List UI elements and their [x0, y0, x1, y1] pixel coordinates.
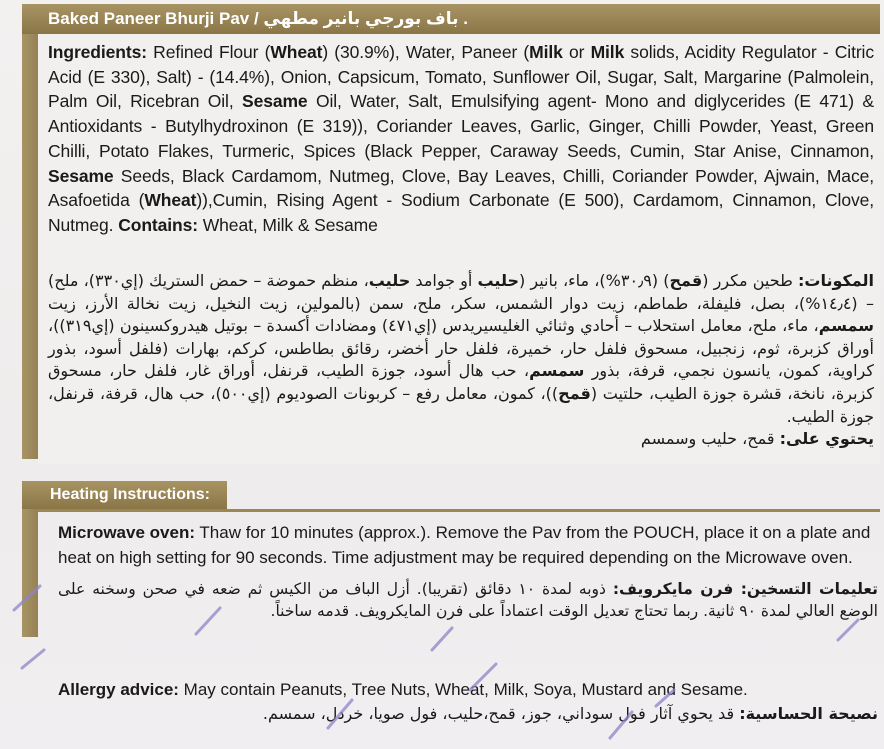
- heating-ar-label: تعليمات التسخين: فرن مايكرويف:: [612, 580, 879, 598]
- bold-allergen-text: Milk: [529, 42, 563, 62]
- heating-side-strip: [22, 509, 38, 637]
- ingredient-text: Oil, Water, Salt, Emulsifying agent- Mono and diglycerides (E 471) & Antioxidants - Butylhydroxinon (E 319)), Coriander Leaves, Garlic, Ginger, Chilli Powder, Yeast, Green Chilli, Potato Flakes, Turmeric, Spices (Black Pepper, Caraway Seeds, Cumin, Star Anise, Cinnamon,: [48, 91, 874, 161]
- allergy-ar-label: نصيحة الحساسية:: [739, 704, 878, 723]
- bold-allergen-text: Wheat: [144, 190, 197, 211]
- microwave-text: Thaw for 10 minutes (approx.). Remove the Pav from the POUCH, place it on a plate and heat on high setting for 90 seconds. Time adjustment may be required depending on the Microwave oven.: [58, 523, 871, 567]
- ingredient-text: أو جوامد: [410, 271, 478, 290]
- heating-ar-text: ذوبه لمدة ١٠ دقائق (تقريبا). أزل الباف من الكيس ثم ضعه في صحن وسخنه على الوضع العالي لمدة ٩٠ ثانية. ربما تحتاج تعديل الوقت اعتماداً على فرن المايكرويف. قدمه ساخناً.: [58, 580, 878, 620]
- ingredient-text: ) (٣٠٫٩%)، ماء، بانير (: [519, 271, 670, 290]
- heating-title: Heating Instructions:: [50, 486, 211, 503]
- ingredients-en-paragraph: [48, 40, 874, 238]
- ingredient-text: ))، كمون، معامل رفع – كربونات الصوديوم (إي٥٠٠)، حب هال، قرفة، قرنفل، جوزة الطيب.: [48, 383, 874, 426]
- ink-mark: [432, 628, 452, 650]
- ingredient-text: or: [562, 42, 591, 62]
- bold-allergen-text: Wheat: [270, 42, 323, 62]
- bold-allergen-text: Milk: [590, 42, 625, 62]
- heating-arabic: [58, 578, 878, 622]
- gold-side-strip: [22, 34, 38, 459]
- contains-ar-label: يحتوي على:: [779, 429, 874, 449]
- ingredients-english: [48, 40, 874, 238]
- bold-allergen-text: Sesame: [242, 91, 308, 112]
- ingredient-text: solids, Acidity Regulator - Citric Acid (E 330), Salt) - (14.4%), Onion, Capsicum, Tomato, Sunflower Oil, Sugar, Salt, Margarine (Palmolein, Palm Oil, Ricebran Oil,: [48, 42, 874, 112]
- bold-allergen-text: حليب: [477, 271, 519, 290]
- bold-allergen-text: قمح: [558, 383, 591, 403]
- ingredient-text: ) (30.9%), Water, Paneer (: [322, 42, 530, 62]
- ingredient-text: Refined Flour (: [146, 42, 271, 62]
- bold-allergen-text: حليب: [368, 271, 411, 290]
- ingredient-text: ، حب هال أسود، جوزة الطيب، قرنفل، أوراق غار، فلفل حار، مسحوق كزبرة، نانخة، قشرة جوزة الطيب، حلتيت (: [48, 361, 875, 403]
- ingredient-text: Wheat, Milk & Sesame: [198, 214, 378, 235]
- ingredient-text: ، ماء، ملح، معامل استحلاب – أحادي وثنائي الغليسيريدس (إي٤٧١) ومضادات أكسدة – بوتيل هيدروكسينون (إي٣١٩))، أوراق كزبرة، ثوم، زنجبيل، مسحوق فلفل حار، خميرة، فلفل حار أخضر، رقائق بطاطس، كركم، بهارات (فلفل أسود، بذور كراوية، كمون، يانسون نجمي، قرفة، بذور: [48, 316, 874, 381]
- bold-allergen-text: Contains:: [118, 214, 198, 235]
- ingredient-text: )),Cumin, Rising Agent - Sodium Carbonate (E 500), Cardamom, Cinnamon, Clove, Nutmeg.: [48, 190, 874, 235]
- microwave-label: Microwave oven:: [58, 523, 195, 542]
- bold-allergen-text: سمسم: [529, 361, 585, 381]
- ingredient-text: Seeds, Black Cardamom, Nutmeg, Clove, Bay Leaves, Chilli, Coriander Powder, Ajwain, Mace, Asafoetida (: [48, 165, 874, 211]
- bold-allergen-text: سمسم: [818, 316, 874, 336]
- ingredient-text: ، منظم حموضة – حمض الستريك (إي٣٣٠)، ملح) – (١٤٫٤%)، بصل، فليفلة، طماطم، زيت دوار الشمس، سكر، ملح، سمن (بالمولين، زيت النخيل، زيت نخالة الأرز، زيت: [48, 271, 875, 313]
- allergy-english: [58, 678, 878, 702]
- product-title: Baked Paneer Bhurji Pav / باف بورجي بانير مطهي .: [48, 9, 469, 28]
- allergy-text: May contain Peanuts, Tree Nuts, Wheat, Milk, Soya, Mustard and Sesame.: [178, 680, 748, 699]
- heating-english: [58, 520, 878, 570]
- contains-ar-text: قمح، حليب وسمسم: [640, 429, 780, 449]
- ink-mark: [838, 620, 858, 640]
- bold-allergen-text: Sesame: [48, 165, 114, 186]
- heating-divider: [22, 509, 880, 512]
- ink-mark: [22, 650, 44, 668]
- allergy-arabic: [58, 702, 878, 726]
- title-bar: [22, 4, 880, 34]
- contains-ar: [48, 428, 874, 451]
- bold-allergen-text: قمح: [669, 271, 703, 290]
- ingredients-arabic: [48, 270, 874, 451]
- allergy-label: Allergy advice:: [58, 680, 179, 699]
- heating-title-bar: [22, 481, 227, 509]
- ingredient-text: طحين مكرر (: [702, 271, 798, 290]
- bold-allergen-text: Ingredients:: [48, 42, 147, 62]
- ingredients-ar-paragraph: [48, 270, 874, 428]
- allergy-ar-text: قد يحوي آثار فول سوداني، جوز، قمح،حليب، فول صويا، خردل، سمسم.: [262, 704, 740, 723]
- bold-allergen-text: المكونات:: [797, 271, 875, 290]
